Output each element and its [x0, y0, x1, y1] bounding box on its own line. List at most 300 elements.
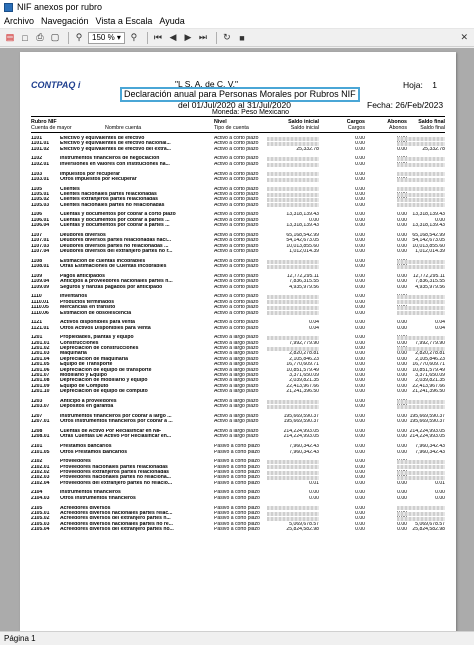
account-code: 1107.03: [31, 243, 50, 249]
saldo-inicial: 195,669,590.37: [283, 419, 319, 425]
saldo-final-redacted: [397, 460, 445, 464]
saldo-inicial-redacted: [267, 471, 319, 475]
account-name: Acreedores diversos nacionales partes relac...: [60, 510, 173, 516]
account-type: Pasivo a corto plazo: [214, 505, 260, 511]
saldo-inicial: 65,168,542.99: [286, 232, 319, 238]
next-page-icon[interactable]: ▶: [184, 32, 192, 42]
report-viewport[interactable]: [0, 48, 474, 631]
toolbar: [0, 29, 474, 47]
col-header-nivel: Nivel: [214, 119, 227, 125]
toolbar-separator: [216, 32, 217, 44]
account-name: Proveedores del extranjero partes no relacio...: [60, 480, 173, 486]
account-name: Efectivo y equivalentes de efectivo: [60, 136, 145, 141]
account-name: Instrumentos financieros de negociación: [60, 156, 160, 162]
account-type: Activo a corto plazo: [214, 217, 259, 223]
saldo-final: 7,836,315.55: [415, 279, 445, 285]
account-name: Impuestos por recuperar: [60, 171, 121, 177]
page-setup-icon[interactable]: ▢: [50, 32, 60, 42]
account-name: Acreedores diversos: [60, 505, 111, 511]
account-name: Equipo de Transporte: [60, 362, 113, 368]
saldo-inicial-redacted: [267, 260, 319, 264]
menu-bar: [0, 14, 474, 29]
account-name: Construcciones: [60, 340, 99, 346]
saldo-inicial: 195,669,590.37: [283, 413, 319, 419]
company-logo-text: CONTPAQ i: [31, 80, 81, 90]
abonos: 0.00: [397, 373, 407, 379]
abonos: 0.00: [397, 434, 407, 440]
col-header-saldo-inicial: Saldo inicial: [288, 119, 319, 125]
account-type: Pasivo a corto plazo: [214, 449, 260, 455]
account-code: 1102.01: [31, 161, 50, 167]
saldo-inicial-redacted: [267, 193, 319, 197]
saldo-inicial: 3,371,650.09: [289, 373, 319, 379]
saldo-inicial-redacted: [267, 295, 319, 299]
cargos: 0.00: [355, 146, 365, 152]
export-file-icon[interactable]: □: [22, 32, 28, 43]
first-page-icon[interactable]: ⏮: [153, 32, 162, 42]
account-name: Cuentas de Activo Por Reclasificar en NIF: [60, 429, 162, 435]
account-name: Mobiliario y Equipo: [60, 373, 107, 379]
saldo-inicial: 54,142,673.05: [286, 238, 319, 244]
saldo-inicial-redacted: [267, 465, 319, 469]
account-type: Activo a corto plazo: [214, 325, 259, 331]
cargos: 0.00: [355, 223, 365, 229]
saldo-inicial: 10,013,855.60: [286, 243, 319, 249]
account-code: 1201.07: [31, 373, 50, 379]
saldo-final: 214,224,993.05: [409, 434, 445, 440]
cargos: 0.00: [355, 373, 365, 379]
cargos: 0.00: [355, 346, 365, 352]
account-type: Pasivo a corto plazo: [214, 480, 260, 486]
col-header-cuenta: Cuenta de mayor: [31, 125, 72, 131]
cargos: 0.00: [355, 434, 365, 440]
saldo-inicial: 214,224,993.05: [283, 434, 319, 440]
account-name: Otros Impuestos por Recuperar: [60, 176, 137, 182]
saldo-final: 13,318,139.43: [412, 223, 445, 229]
abonos: 0.00: [397, 444, 407, 450]
account-name: Otros instrumentos financieros por cobrar a ...: [60, 419, 173, 425]
abonos: 0.00: [397, 325, 407, 331]
saldo-final-redacted: [397, 260, 445, 264]
cargos: 0.00: [355, 340, 365, 346]
saldo-final: 2,105,846.23: [415, 356, 445, 362]
saldo-inicial-redacted: [267, 198, 319, 202]
cargos: 0.00: [355, 192, 365, 198]
account-type: Activo a largo plazo: [214, 383, 259, 389]
account-type: Activo a largo plazo: [214, 351, 259, 357]
account-name: Proveedores extranjeros partes relacionadas: [60, 469, 170, 475]
cargos: 0.00: [355, 495, 365, 501]
cargos: 0.00: [355, 362, 365, 368]
menu-archivo[interactable]: Archivo: [4, 16, 35, 26]
page-number: [403, 80, 437, 90]
account-code: 1121: [31, 320, 43, 326]
saldo-inicial: 13,318,139.43: [286, 223, 319, 229]
account-type: Activo a corto plazo: [214, 146, 259, 152]
saldo-final-redacted: [397, 172, 445, 176]
account-code: 1201.02: [31, 346, 50, 352]
cargos: 0.00: [355, 378, 365, 384]
table-row: [31, 527, 445, 532]
cargos: 0.00: [355, 325, 365, 331]
account-type: Pasivo a corto plazo: [214, 469, 260, 475]
account-type: Activo a largo plazo: [214, 373, 259, 379]
account-code: 1105: [31, 186, 43, 192]
account-code: 1106: [31, 212, 43, 218]
saldo-inicial-redacted: [267, 300, 319, 304]
abonos: 0.00: [397, 212, 407, 218]
cargos: 0.00: [355, 279, 365, 285]
cargos: 0.00: [355, 475, 365, 481]
saldo-final: 10,851,579.49: [412, 367, 445, 373]
cargos: 0.00: [355, 469, 365, 475]
account-name: Deudores diversos partes no relacionadas ...: [60, 243, 169, 249]
toolbar-separator: [68, 32, 69, 44]
saldo-final: 65,168,542.99: [412, 232, 445, 238]
abonos: 0.00: [397, 279, 407, 285]
saldo-final-redacted: [397, 471, 445, 475]
account-code: 1103.01: [31, 176, 50, 182]
close-icon[interactable]: ✕: [460, 32, 468, 42]
title-bar: [0, 0, 474, 14]
account-name: Pagos anticipados: [60, 273, 106, 279]
saldo-final: 0.04: [435, 320, 445, 326]
col-header-abonos-sub: Abonos: [389, 125, 407, 131]
account-type: Activo a corto plazo: [214, 243, 259, 249]
saldo-inicial: 4,935,979.56: [289, 284, 319, 290]
saldo-inicial: 7,836,315.55: [289, 279, 319, 285]
account-type: Activo a corto plazo: [214, 197, 259, 203]
cargos: 0.00: [355, 186, 365, 192]
account-type: Activo a largo plazo: [214, 340, 259, 346]
account-code: 2104.03: [31, 495, 50, 501]
last-page-icon[interactable]: ⏭: [198, 32, 207, 42]
organization-name: "L S. A. de C. V.": [175, 79, 239, 89]
account-type: Activo a corto plazo: [214, 223, 259, 229]
cargos: 0.00: [355, 238, 365, 244]
account-code: 2102.02: [31, 469, 50, 475]
saldo-inicial: 13,318,139.43: [286, 212, 319, 218]
col-header-nombre: Nombre cuenta: [105, 125, 142, 131]
abonos: 0.00: [397, 284, 407, 290]
col-header-saldo-final: Saldo final: [418, 119, 445, 125]
account-code: 2104: [31, 490, 43, 496]
account-code: 2105.03: [31, 521, 50, 527]
account-name: Equipo de Cómputo: [60, 383, 109, 389]
account-code: 1201.10: [31, 389, 50, 395]
account-type: Activo a largo plazo: [214, 367, 259, 373]
saldo-inicial: 0.01: [309, 480, 319, 486]
saldo-inicial: 1,012,014.39: [289, 249, 319, 255]
window-title: NIF anexos por rubro: [17, 2, 103, 12]
account-name: Mercancías en tránsito: [60, 305, 116, 311]
account-code: 1201.08: [31, 378, 50, 384]
account-type: Activo a largo plazo: [214, 419, 259, 425]
cargos: 0.00: [355, 176, 365, 182]
stop-icon[interactable]: ■: [239, 32, 245, 43]
saldo-final: 7,960,342.43: [415, 444, 445, 450]
saldo-final: 25,332.78: [422, 146, 445, 152]
account-type: Pasivo a corto plazo: [214, 459, 260, 465]
account-code: 1203: [31, 398, 43, 404]
account-name: Estimación de obsolescencia: [60, 310, 132, 316]
saldo-inicial: 22,413,967.66: [286, 383, 319, 389]
account-code: 1102: [31, 156, 43, 162]
account-type: Activo a largo plazo: [214, 356, 259, 362]
account-type: Pasivo a corto plazo: [214, 475, 260, 481]
abonos: 0.00: [397, 490, 407, 496]
account-name: Inversiones en valores con instituciones na...: [60, 161, 170, 167]
saldo-final-redacted: [397, 306, 445, 310]
account-name: Depreciación de equipo de cómputo: [60, 389, 148, 395]
zoom-icon[interactable]: ⚲: [75, 32, 83, 42]
account-type: Pasivo a corto plazo: [214, 521, 260, 527]
account-type: Pasivo a corto plazo: [214, 510, 260, 516]
account-type: Activo a largo plazo: [214, 346, 259, 352]
cargos: 0.00: [355, 429, 365, 435]
cargos: 0.00: [355, 404, 365, 410]
account-code: 1110: [31, 294, 42, 300]
account-code: 1208.01: [31, 434, 50, 440]
saldo-final-redacted: [397, 476, 445, 480]
col-header-saldo-final-sub: Saldo final: [420, 125, 445, 131]
cargos: 0.00: [355, 136, 365, 141]
account-code: 1105.03: [31, 202, 50, 208]
cargos: 0.00: [355, 156, 365, 162]
account-type: Activo a corto plazo: [214, 284, 259, 290]
account-type: Activo a corto plazo: [214, 279, 259, 285]
account-code: 1101: [31, 136, 43, 141]
saldo-final: 4,935,979.56: [415, 284, 445, 290]
account-name: Clientes: [60, 186, 80, 192]
saldo-inicial: 12,772,295.11: [286, 273, 319, 279]
print-icon[interactable]: ⎙: [36, 32, 44, 42]
account-code: 1207: [31, 413, 43, 419]
saldo-final: 0.00: [435, 490, 445, 496]
account-type: Activo a corto plazo: [214, 141, 259, 147]
col-header-cargos: Cargos: [346, 119, 365, 125]
status-bar: [0, 631, 474, 645]
report-currency: Moneda: Peso Mexicano: [212, 109, 290, 116]
saldo-inicial: 5,069,678.57: [289, 521, 319, 527]
account-type: Pasivo a corto plazo: [214, 490, 260, 496]
hoja-value: 1: [432, 80, 438, 90]
cargos: 0.00: [355, 516, 365, 522]
account-type: Activo a corto plazo: [214, 176, 259, 182]
cargos: 0.00: [355, 161, 365, 167]
account-type: Pasivo a corto plazo: [214, 516, 260, 522]
cargos: 0.00: [355, 490, 365, 496]
saldo-final-redacted: [397, 295, 445, 299]
account-name: Proveedores nacionales partes no relaciona...: [60, 475, 171, 481]
account-name: Deudores diversos del extranjero partes no r...: [60, 249, 173, 255]
cargos: 0.00: [355, 335, 365, 341]
account-code: 2102.03: [31, 475, 50, 481]
saldo-inicial-redacted: [267, 163, 319, 167]
saldo-final-redacted: [397, 137, 445, 141]
menu-navegacion[interactable]: Navegación: [41, 16, 89, 26]
zoom-select[interactable]: 150 % ▾: [88, 32, 125, 44]
saldo-final: 22,413,967.66: [412, 383, 445, 389]
abonos: 0.00: [397, 413, 407, 419]
account-type: Activo a corto plazo: [214, 161, 259, 167]
abonos: 0.00: [397, 249, 407, 255]
header-divider-top: [31, 116, 445, 117]
account-type: Activo a largo plazo: [214, 398, 259, 404]
account-type: Activo a largo plazo: [214, 404, 259, 410]
col-header-abonos: Abonos: [387, 119, 407, 125]
saldo-inicial: 0.00: [309, 495, 319, 501]
account-code: 1201.04: [31, 356, 50, 362]
account-name: Otras Estimaciones de Cuentas Incobrables: [60, 264, 167, 270]
saldo-final: 2,820,278.81: [415, 351, 445, 357]
account-type: Activo a corto plazo: [214, 212, 259, 218]
account-code: 2105.02: [31, 516, 50, 522]
abonos: 0.00: [397, 449, 407, 455]
cargos: 0.00: [355, 171, 365, 177]
zoom-value: 150 %: [92, 33, 115, 42]
account-name: Productos terminados: [60, 299, 115, 305]
saldo-final-redacted: [397, 265, 445, 269]
saldo-inicial-redacted: [267, 336, 319, 340]
account-code: 1109.04: [31, 279, 50, 285]
saldo-final: 195,669,590.37: [409, 413, 445, 419]
saldo-final: 195,669,590.37: [409, 419, 445, 425]
account-name: Cuentas y documentos por cobrar a corto plazo: [60, 212, 176, 218]
saldo-final-redacted: [397, 142, 445, 146]
saldo-final-redacted: [397, 300, 445, 304]
account-type: Activo a corto plazo: [214, 264, 259, 270]
account-type: Activo a corto plazo: [214, 249, 259, 255]
saldo-inicial: 25,332.78: [296, 146, 319, 152]
account-type: Activo a corto plazo: [214, 310, 259, 316]
account-code: 2102.01: [31, 464, 50, 470]
refresh-icon[interactable]: ↻: [223, 32, 231, 42]
account-name: Acreedores diversos del extranjero partes no...: [60, 527, 174, 533]
menu-ayuda[interactable]: Ayuda: [159, 16, 185, 26]
cargos: 0.00: [355, 284, 365, 290]
cargos: 0.00: [355, 449, 365, 455]
account-type: Activo a corto plazo: [214, 171, 259, 177]
account-type: Activo a corto plazo: [214, 186, 259, 192]
saldo-final-redacted: [397, 336, 445, 340]
saldo-final: 7,992,779.90: [415, 340, 445, 346]
app-icon: [4, 3, 13, 12]
account-code: 1110.06: [31, 310, 49, 316]
account-code: 1108.01: [31, 264, 50, 270]
saldo-final: 0.00: [435, 217, 445, 223]
account-name: Efectivo y equivalentes de efectivo nacional...: [60, 141, 171, 147]
previous-page-icon[interactable]: ◀: [169, 32, 177, 42]
account-name: Activos disponibles para venta: [60, 320, 136, 326]
abonos: 0.00: [397, 383, 407, 389]
saldo-inicial-redacted: [267, 506, 319, 510]
export-pdf-icon[interactable]: ▤: [5, 32, 15, 42]
cargos: 0.00: [355, 141, 365, 147]
account-code: 1103: [31, 171, 43, 177]
account-code: 1121.01: [31, 325, 50, 331]
saldo-inicial-redacted: [267, 178, 319, 182]
cargos: 0.00: [355, 527, 365, 533]
saldo-inicial: 0.00: [309, 217, 319, 223]
saldo-final: 214,224,993.05: [409, 429, 445, 435]
account-type: Activo a corto plazo: [214, 192, 259, 198]
saldo-final-redacted: [397, 506, 445, 510]
saldo-inicial-redacted: [267, 400, 319, 404]
saldo-final: 0.01: [435, 480, 445, 486]
saldo-final-redacted: [397, 347, 445, 351]
saldo-inicial: 21,241,396.50: [286, 389, 319, 395]
account-type: Pasivo a corto plazo: [214, 527, 260, 533]
saldo-inicial-redacted: [267, 512, 319, 516]
abonos: 0.00: [397, 367, 407, 373]
account-type: Pasivo a corto plazo: [214, 495, 260, 501]
report-period: del 01/Jul/2020 al 31/Jul/2020: [178, 100, 291, 110]
saldo-final-redacted: [397, 193, 445, 197]
account-code: 1105.01: [31, 192, 50, 198]
account-type: Activo a corto plazo: [214, 136, 259, 141]
saldo-final: 12,772,295.11: [412, 273, 445, 279]
search-icon[interactable]: ⚲: [130, 32, 138, 42]
abonos: 0.00: [397, 521, 407, 527]
cargos: 0.00: [355, 212, 365, 218]
abonos: 0.00: [397, 429, 407, 435]
saldo-final: 2,039,821.35: [415, 378, 445, 384]
cargos: 0.00: [355, 273, 365, 279]
cargos: 0.00: [355, 444, 365, 450]
report-date: Fecha: 26/Feb/2023: [367, 100, 444, 110]
account-name: Depreciación de equipo de transporte: [60, 367, 152, 373]
account-code: 1201.01: [31, 340, 50, 346]
cargos: 0.00: [355, 232, 365, 238]
saldo-final-redacted: [397, 163, 445, 167]
saldo-final-redacted: [397, 203, 445, 207]
menu-vista-a-escala[interactable]: Vista a Escala: [95, 16, 153, 26]
account-name: Prestamos bancarios: [60, 444, 112, 450]
account-code: 1105.02: [31, 197, 50, 203]
cargos: 0.00: [355, 480, 365, 486]
account-type: Pasivo a corto plazo: [214, 444, 260, 450]
account-type: Activo a corto plazo: [214, 299, 259, 305]
saldo-inicial: 7,960,342.43: [289, 449, 319, 455]
saldo-inicial: 214,224,993.05: [283, 429, 319, 435]
account-name: Inventarios: [60, 294, 88, 300]
cargos: 0.00: [355, 294, 365, 300]
account-code: 2101.05: [31, 449, 50, 455]
account-code: 1110.01: [31, 299, 49, 305]
account-type: Pasivo a corto plazo: [214, 464, 260, 470]
saldo-final-redacted: [397, 198, 445, 202]
saldo-inicial-redacted: [267, 137, 319, 141]
saldo-inicial: 25,824,582.98: [286, 527, 319, 533]
saldo-inicial: 16,770,609.71: [286, 362, 319, 368]
abonos: 0.00: [397, 238, 407, 244]
account-name: Depreciación de construcciones: [60, 346, 139, 352]
account-name: Propiedades, plantas y equipo: [60, 335, 134, 341]
account-name: Efectivo y equivalentes de efectivo del extra...: [60, 146, 171, 152]
account-name: Seguros y fianzas pagados por anticipado: [60, 284, 163, 290]
account-code: 2105.01: [31, 510, 50, 516]
account-name: Proveedores nacionales partes relacionadas: [60, 464, 168, 470]
saldo-final: 13,318,139.43: [412, 212, 445, 218]
report-title: Declaración anual para Personas Morales por Rubros NIF: [120, 87, 360, 102]
account-type: Activo a corto plazo: [214, 273, 259, 279]
cargos: 0.00: [355, 258, 365, 264]
cargos: 0.00: [355, 510, 365, 516]
account-code: 1106.01: [31, 217, 50, 223]
abonos: 0.00: [397, 356, 407, 362]
account-name: Cuentas y documentos por cobrar a partes ...: [60, 217, 170, 223]
